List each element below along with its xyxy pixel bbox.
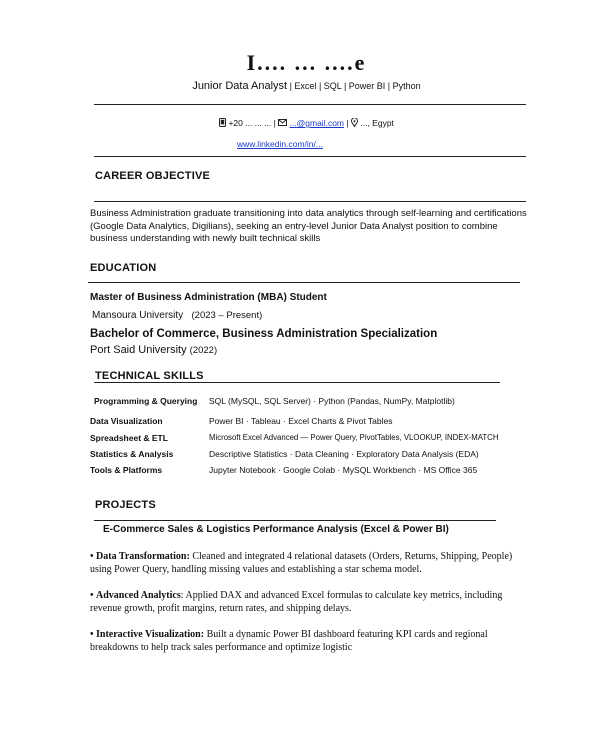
divider — [94, 201, 526, 202]
masters-school-line — [92, 310, 262, 321]
bullet-text: Cleaned and integrated 4 relational datasets (Orders, Returns, Shipping, People) using Power Query, handling missing values and establishing a star schema model. — [90, 551, 513, 575]
section-title-career-objective: CAREER OBJECTIVE — [95, 170, 211, 182]
bachelors-school: Port Said University — [90, 344, 187, 356]
mail-icon — [278, 119, 287, 126]
masters-school: Mansoura University — [92, 310, 184, 321]
separator: | — [346, 118, 349, 128]
linkedin-link[interactable]: www.linkedin.com/in/... — [237, 139, 323, 149]
project-bullet — [90, 589, 535, 615]
location-icon — [351, 118, 358, 127]
divider — [94, 104, 526, 105]
skill-value: SQL (MySQL, SQL Server) · Python (Pandas, NumPy, Matplotlib) — [209, 396, 455, 406]
headline — [0, 80, 613, 92]
bullet-text: : Applied DAX and advanced Excel formulas to calculate key metrics, including revenue growth, profit margins, return rates, and shipping delays. — [90, 590, 503, 614]
phone-icon — [219, 118, 226, 127]
section-title-education: EDUCATION — [90, 262, 157, 274]
divider — [94, 156, 526, 157]
phone-number: +20 ... ... ... — [228, 118, 272, 128]
skill-value: Jupyter Notebook · Google Colab · MySQL Workbench · MS Office 365 — [209, 465, 478, 475]
skill-label: Programming & Querying — [94, 396, 198, 406]
skill-stack: | Excel | SQL | Power BI | Python — [287, 81, 421, 91]
bullet-heading: Data Transformation: — [96, 551, 190, 562]
bachelors-year: (2022) — [189, 345, 218, 356]
divider — [94, 520, 496, 521]
bullet-text: Built a dynamic Power BI dashboard featuring KPI cards and regional breakdowns to help track sales performance and optimize logistic — [90, 629, 488, 653]
skill-label: Statistics & Analysis — [90, 449, 174, 459]
bullet-heading: Interactive Visualization: — [96, 629, 205, 640]
bachelors-degree: Bachelor of Commerce, Business Administration Specialization — [90, 328, 438, 340]
skill-value: Descriptive Statistics · Data Cleaning · Exploratory Data Analysis (EDA) — [209, 449, 479, 459]
candidate-name: I.... ... ....e — [246, 50, 367, 75]
bullet-dot: • — [90, 629, 94, 640]
bullet-dot: • — [90, 551, 94, 562]
career-objective-text: Business Administration graduate transitioning into data analytics through self-learning and certifications (Google Data Analytics, Digilians), seeking an entry-level Junior Data Analyst position to combine business understanding with newly built technical skills — [90, 208, 527, 244]
divider — [94, 382, 500, 383]
divider — [88, 282, 520, 283]
masters-period: (2023 – Present) — [191, 310, 263, 321]
section-title-technical-skills: TECHNICAL SKILLS — [95, 370, 204, 382]
project-bullet — [90, 628, 535, 654]
skill-value: Microsoft Excel Advanced — Power Query, PivotTables, VLOOKUP, INDEX-MATCH — [209, 433, 499, 442]
project-bullet — [90, 550, 535, 576]
separator: | — [273, 118, 276, 128]
bullet-dot: • — [90, 590, 94, 601]
project-title: E-Commerce Sales & Logistics Performance Analysis (Excel & Power BI) — [103, 524, 449, 535]
skill-label: Data Visualization — [90, 416, 163, 426]
section-title-projects: PROJECTS — [95, 499, 156, 511]
bullet-heading: Advanced Analytics — [96, 590, 181, 601]
role-title: Junior Data Analyst — [192, 80, 288, 92]
contact-line — [0, 118, 613, 128]
email-link[interactable]: ...@gmail.com — [289, 118, 345, 128]
location: ..., Egypt — [360, 118, 394, 128]
skill-label: Spreadsheet & ETL — [90, 433, 168, 443]
skill-value: Power BI · Tableau · Excel Charts & Pivot Tables — [209, 416, 393, 426]
skill-label: Tools & Platforms — [90, 465, 163, 475]
masters-degree: Master of Business Administration (MBA) Student — [90, 292, 327, 303]
bachelors-school-line — [90, 344, 217, 356]
